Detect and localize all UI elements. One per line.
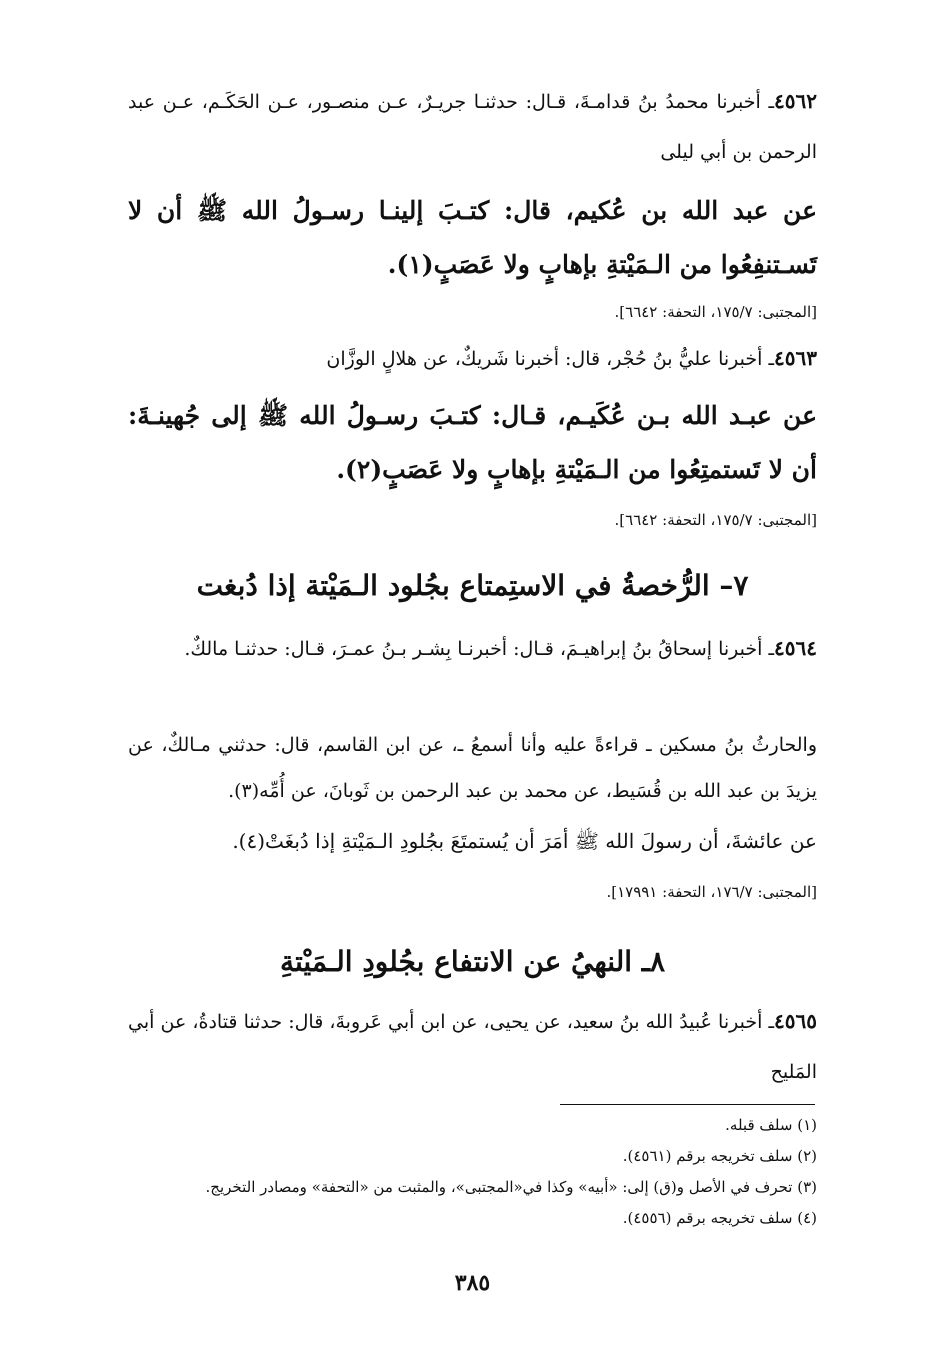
page-number: ٣٨٥ xyxy=(454,1270,491,1296)
hadith-4564-reference: [المجتبى: ١٧٦/٧، التحفة: ١٧٩٩١]. xyxy=(606,883,817,901)
hadith-4563-matn: عن عبـد الله بـن عُكَيـم، قـال: كتـبَ رسـولُ الله ﷺ إلى جُهينـةَ: أن لا تَستمتِعُوا من الـمَيْتةِ بإهابٍ ولا عَصَبٍ(٢). xyxy=(128,401,817,484)
footnote-1: (١) سلف قبله. xyxy=(725,1116,817,1134)
hadith-number: ٤٥٦٥ xyxy=(774,1009,817,1033)
hadith-4564-isnad xyxy=(128,623,817,674)
hadith-4565-isnad xyxy=(128,996,817,1097)
isnad-text: ـ أخبرنا محمدُ بنُ قدامـةَ، قـال: حدثنـا جريـرٌ، عـن منصـور، عـن الحَكَـم، عـن عبد الرحمن بن أبي ليلى xyxy=(128,91,817,163)
hadith-number: ٤٥٦٣ xyxy=(774,346,817,370)
chapter-7-heading: ٧– الرُّخصةُ في الاستِمتاع بجُلود الـمَيْتة إذا دُبغت xyxy=(196,569,749,602)
isnad-text: ـ أخبرنا إسحاقُ بنُ إبراهيـمَ، قـال: أخبرنـا بِشـر بـنُ عمـرَ، قـال: حدثنـا مالكٌ. xyxy=(184,638,775,660)
hadith-number: ٤٥٦٤ xyxy=(774,636,817,660)
hadith-number: ٤٥٦٢ xyxy=(774,89,817,113)
footnote-3: (٣) تحرف في الأصل و(ق) إلى: «أبيه» وكذا في«المجتبى»، والمثبت من «التحفة» ومصادر التخريج. xyxy=(205,1178,817,1196)
footnote-2: (٢) سلف تخريجه برقم (٤٥٦١). xyxy=(622,1147,817,1165)
hadith-4564-second-isnad: والحارثُ بنُ مسكين ـ قراءةً عليه وأنا أسمعُ ـ، عن ابن القاسم، قال: حدثني مـالكٌ، عن يزيدَ بن عبد الله بن قُسَيط، عن محمد بن عبد الرحمن بن ثَوبانَ، عن أُمِّه(٣). xyxy=(128,734,817,802)
hadith-4562-matn: عن عبد الله بن عُكيم، قال: كتـبَ إلينـا رسـولُ الله ﷺ أن لا تَسـتنفِعُوا من الـمَيْتةِ بإهابٍ ولا عَصَبٍ(١). xyxy=(128,196,817,279)
footnote-separator xyxy=(560,1104,815,1105)
isnad-text: ـ أخبرنا عليُّ بنُ حُجْر، قال: أخبرنا شَريكٌ، عن هلالٍ الوزَّان xyxy=(326,348,775,370)
hadith-4562-isnad xyxy=(128,76,817,177)
hadith-4562-reference: [المجتبى: ١٧٥/٧، التحفة: ٦٦٤٢]. xyxy=(614,303,817,321)
isnad-text: ـ أخبرنا عُبيدُ الله بنُ سعيد، عن يحيى، عن ابن أبي عَروبةَ، قال: حدثنا قتادةُ، عن أبي المَليح xyxy=(128,1011,817,1083)
hadith-4563-reference: [المجتبى: ١٧٥/٧، التحفة: ٦٦٤٢]. xyxy=(614,511,817,529)
footnote-4: (٤) سلف تخريجه برقم (٤٥٥٦). xyxy=(622,1209,817,1227)
chapter-8-heading: ٨ـ النهيُ عن الانتفاع بجُلودِ الـمَيْتةِ xyxy=(279,945,666,978)
hadith-4563-isnad xyxy=(128,333,817,384)
hadith-4564-matn: عن عائشةَ، أن رسولَ الله ﷺ أمَرَ أن يُستمتَعَ بجُلودِ الـمَيْتةِ إذا دُبغَتْ(٤). xyxy=(232,829,817,853)
